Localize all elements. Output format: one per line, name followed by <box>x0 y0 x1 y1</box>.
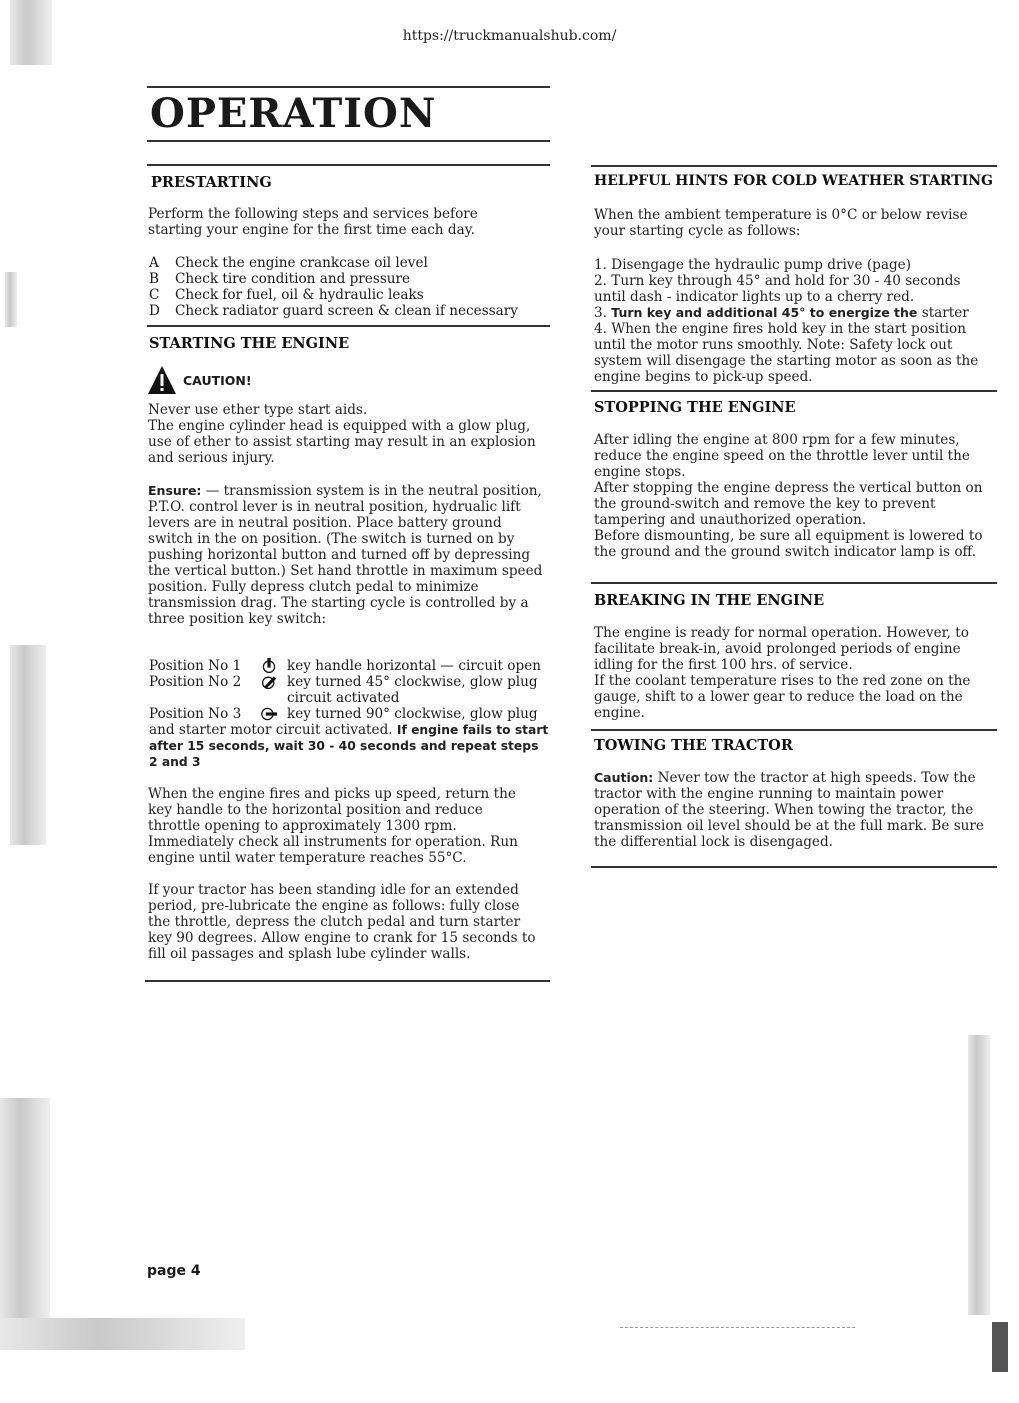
breaking-text <box>594 625 994 721</box>
step3-bold: Turn key and additional 45° to energize the <box>611 305 918 320</box>
cold-step-4: 4. When the engine fires hold key in the start position until the motor runs smoothly. Note: Safety lock out system will disengage the starting motor as soon as the engine begins to pick-up speed. <box>594 321 979 385</box>
pos3-bold-text: If engine fails to start after 15 seconds, wait 30 - 40 seconds and repeat steps 2 and 3 <box>149 723 549 769</box>
stopping-text <box>594 432 994 560</box>
check-key: C <box>149 287 160 303</box>
cold-rule <box>591 165 997 167</box>
check-item <box>149 271 549 287</box>
prestarting-intro: Perform the following steps and services before starting your engine for the first time each day. <box>148 206 478 238</box>
key-horizontal-icon <box>259 706 279 722</box>
towing-text <box>594 770 994 850</box>
check-key: A <box>149 255 159 271</box>
breaking-rule <box>591 582 997 584</box>
check-text: Check for fuel, oil & hydraulic leaks <box>175 287 424 303</box>
scan-edge-left-1 <box>5 272 17 327</box>
standing-idle-paragraph: If your tractor has been standing idle for an extended period, pre-lubricate the engine as follows: fully close the throttle, depress the clutch pedal and turn starter key 90 degrees. Allow engine to crank for 15 seconds to fill oil passages and splash lube cylinder walls. <box>148 882 536 962</box>
caution-block <box>147 365 252 395</box>
ensure-paragraph <box>148 483 543 627</box>
position-label: Position No 3 <box>149 706 242 722</box>
towing-rule <box>591 729 997 731</box>
warning-icon <box>147 365 177 395</box>
stopping-line-3: Before dismounting, be sure all equipment is lowered to the ground and the ground switch indicator lamp is off. <box>594 528 983 560</box>
caution-line-1: Never use ether type start aids. <box>148 402 368 418</box>
starting-heading: STARTING THE ENGINE <box>149 335 350 352</box>
pos3-cont-text: and starter motor circuit activated. <box>149 722 393 738</box>
key-position-row <box>149 658 553 674</box>
towing-heading: TOWING THE TRACTOR <box>594 737 793 754</box>
position-label: Position No 1 <box>149 658 242 674</box>
key-positions <box>149 658 553 770</box>
towing-caution-text: Never tow the tractor at high speeds. Tow the tractor with the engine running to maintain power operation of the steering. When towing the tractor, the transmission oil level should be at the full mark. Be sure the differential lock is disengaged. <box>594 770 984 850</box>
title-rule-bottom <box>147 140 550 142</box>
check-item <box>149 303 549 319</box>
position-3-continuation <box>149 722 549 770</box>
starting-rule <box>147 325 550 327</box>
check-item <box>149 255 549 271</box>
key-vertical-icon <box>259 658 279 674</box>
cold-steps <box>594 257 994 385</box>
caution-text <box>148 402 552 466</box>
breaking-line-2: If the coolant temperature rises to the red zone on the gauge, shift to a lower gear to reduce the load on the engine. <box>594 673 971 721</box>
stopping-line-2: After stopping the engine depress the vertical button on the ground-switch and remove the key to prevent tampering and unauthorized operation. <box>594 480 983 528</box>
key-position-row <box>149 706 553 722</box>
position-label: Position No 2 <box>149 674 242 690</box>
cold-step-2: 2. Turn key through 45° and hold for 30 - 40 seconds until dash - indicator lights up to a cherry red. <box>594 273 961 305</box>
scan-edge-right-dark <box>992 1322 1008 1372</box>
stopping-rule <box>591 390 997 392</box>
cold-step-3 <box>594 305 994 321</box>
check-key: D <box>149 303 160 319</box>
check-text: Check radiator guard screen & clean if necessary <box>175 303 518 319</box>
scan-edge-bottom-left <box>0 1098 50 1348</box>
scan-edge-left-2 <box>10 645 46 845</box>
cold-step-1: 1. Disengage the hydraulic pump drive (page) <box>594 257 912 273</box>
scan-edge-right <box>968 1035 990 1315</box>
position-text: key handle horizontal — circuit open <box>287 658 541 674</box>
key-position-row <box>149 674 553 706</box>
header-url: https://truckmanualshub.com/ <box>402 28 617 44</box>
step3-num: 3. <box>594 305 612 321</box>
check-key: B <box>149 271 159 287</box>
right-bottom-rule <box>591 866 997 868</box>
scan-edge-bottom-strip <box>0 1318 245 1350</box>
title-rule-top <box>147 86 550 88</box>
left-bottom-rule <box>145 980 550 982</box>
position-text: key turned 90° clockwise, glow plug <box>287 706 538 722</box>
position-text: key turned 45° clockwise, glow plug circuit activated <box>287 674 538 706</box>
key-diagonal-icon <box>259 674 279 690</box>
check-item <box>149 287 549 303</box>
scan-dash-line <box>620 1327 855 1328</box>
check-text: Check tire condition and pressure <box>175 271 411 287</box>
page-title: OPERATION <box>150 90 437 137</box>
page-number: page 4 <box>147 1263 201 1279</box>
engine-fires-paragraph: When the engine fires and picks up speed, return the key handle to the horizontal position and reduce throttle opening to approximately 1300 rpm. Immediately check all instruments for operation. Run engine until water temperature reaches 55°C. <box>148 786 518 866</box>
caution-line-2: The engine cylinder head is equipped with a glow plug, use of ether to assist starting may result in an explosion and serious injury. <box>148 418 536 466</box>
stopping-line-1: After idling the engine at 800 rpm for a few minutes, reduce the engine speed on the throttle lever until the engine stops. <box>594 432 970 480</box>
cold-heading: HELPFUL HINTS FOR COLD WEATHER STARTING <box>594 173 993 189</box>
cold-intro: When the ambient temperature is 0°C or below revise your starting cycle as follows: <box>594 207 968 239</box>
stopping-heading: STOPPING THE ENGINE <box>594 399 796 416</box>
ensure-label: Ensure: <box>148 483 202 498</box>
breaking-line-1: The engine is ready for normal operation. However, to facilitate break-in, avoid prolonged periods of engine idling for the first 100 hrs. of service. <box>594 625 969 673</box>
prestarting-checklist <box>149 255 549 319</box>
breaking-heading: BREAKING IN THE ENGINE <box>594 592 825 609</box>
prestarting-rule <box>147 164 550 166</box>
towing-caution-label: Caution: <box>594 770 654 785</box>
caution-label: CAUTION! <box>183 372 252 388</box>
prestarting-heading: PRESTARTING <box>151 174 272 191</box>
step3-rest: starter <box>917 305 969 321</box>
check-text: Check the engine crankcase oil level <box>175 255 428 271</box>
ensure-text: — transmission system is in the neutral position, P.T.O. control lever is in neutral position, hydrualic lift levers are in neutral position. Place battery ground switch in the on position. (The switch is turned on by pushing horizontal button and turned off by depressing the vertical button.) Set hand throttle in maximum speed position. Fully depress clutch pedal to minimize transmission drag. The starting cycle is controlled by a three position key switch: <box>148 483 543 627</box>
